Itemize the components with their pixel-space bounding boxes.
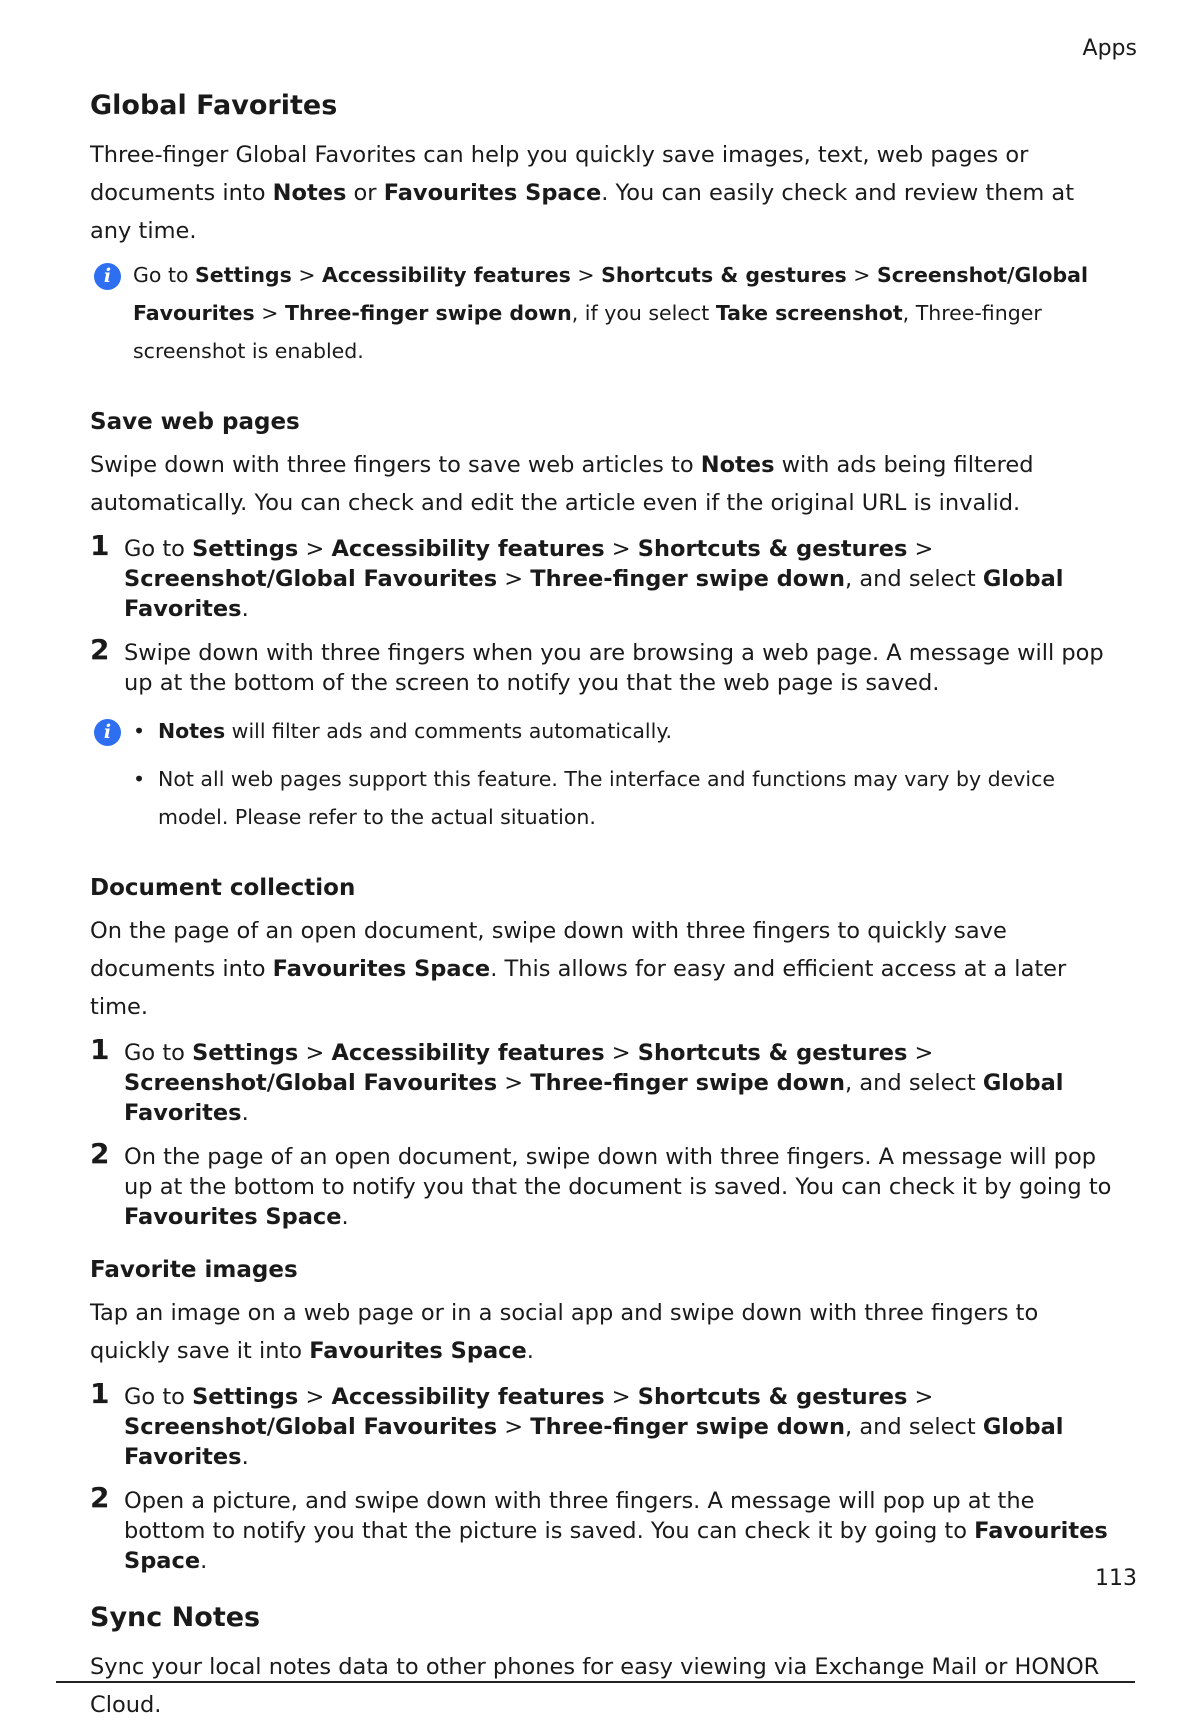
bold-term: Accessibility features	[331, 1384, 605, 1410]
text-run: .	[341, 1204, 349, 1230]
text-run: >	[497, 566, 531, 592]
document-collection-intro	[90, 912, 1120, 1026]
text-run: . You can easily check and review them at any time.	[90, 180, 1075, 244]
bold-term: Global Favorites	[124, 566, 1064, 622]
text-run: , and select	[845, 1414, 983, 1440]
global-favorites-intro	[90, 136, 1120, 250]
bold-term: Settings	[195, 263, 292, 287]
text-run: or	[346, 180, 384, 206]
text-run: >	[298, 1384, 332, 1410]
step-text	[124, 1144, 1111, 1230]
save-web-pages-note-list	[133, 712, 1120, 836]
text-run: >	[907, 536, 934, 562]
text-run: Swipe down with three fingers to save web articles to	[90, 452, 701, 478]
step-item	[90, 1137, 1120, 1232]
bold-term: Favourites Space	[124, 1518, 1108, 1574]
bold-term: Screenshot/Global Favourites	[124, 566, 498, 592]
step-number: 2	[90, 1481, 110, 1514]
bold-term: Shortcuts & gestures	[601, 263, 847, 287]
text-run: >	[291, 263, 323, 287]
text-run: >	[570, 263, 602, 287]
favorite-images-steps	[90, 1377, 1120, 1576]
text-run: >	[604, 1040, 638, 1066]
sync-notes-intro	[90, 1648, 1120, 1724]
bold-term: Screenshot/Global Favourites	[124, 1070, 498, 1096]
text-run: .	[241, 1100, 249, 1126]
text-run: , Three-finger screenshot is enabled.	[133, 301, 1042, 363]
page-header-label: Apps	[1082, 36, 1137, 61]
bold-term: Global Favorites	[124, 1414, 1064, 1470]
favorite-images-heading: Favorite images	[90, 1257, 298, 1283]
text-run: >	[298, 1040, 332, 1066]
text-run: Three-finger Global Favorites can help you quickly save images, text, web pages or documents into	[90, 142, 1029, 206]
step-number: 1	[90, 1033, 110, 1066]
global-favorites-heading: Global Favorites	[90, 90, 338, 121]
step-text	[124, 1488, 1108, 1574]
step-text	[124, 536, 1063, 622]
document-collection-heading: Document collection	[90, 875, 356, 901]
text-run: On the page of an open document, swipe down with three fingers to quickly save documents into	[90, 918, 1007, 982]
step-number: 2	[90, 633, 110, 666]
text-run: , and select	[845, 566, 983, 592]
step-text	[124, 1040, 1063, 1126]
text-run: >	[604, 1384, 638, 1410]
text-run: >	[846, 263, 877, 287]
bold-term: Notes	[158, 719, 226, 743]
bold-term: Favourites Space	[309, 1338, 527, 1364]
text-run: >	[497, 1070, 531, 1096]
text-run: .	[200, 1548, 208, 1574]
bold-term: Three-finger swipe down	[530, 1414, 846, 1440]
text-run: >	[298, 536, 332, 562]
step-number: 2	[90, 1137, 110, 1170]
text-run: >	[254, 301, 285, 325]
text-run: On the page of an open document, swipe down with three fingers. A message will pop up at the bottom to notify you that the document is saved. You can check it by going to	[124, 1144, 1112, 1200]
bold-term: Accessibility features	[331, 536, 605, 562]
save-web-pages-steps	[90, 529, 1120, 698]
bold-term: Settings	[192, 536, 299, 562]
favorite-images-intro	[90, 1294, 1120, 1370]
bold-term: Screenshot/Global Favourites	[124, 1414, 498, 1440]
info-icon: i	[94, 719, 121, 746]
text-run: Go to	[124, 1040, 193, 1066]
text-run: >	[907, 1040, 934, 1066]
text-run: >	[497, 1414, 531, 1440]
global-favorites-note-text	[133, 263, 1088, 363]
sync-notes-heading: Sync Notes	[90, 1602, 261, 1633]
text-run: .	[241, 1444, 249, 1470]
bold-term: Three-finger swipe down	[284, 301, 572, 325]
step-number: 1	[90, 529, 110, 562]
text-run: Go to	[133, 263, 196, 287]
bold-term: Take screenshot	[715, 301, 903, 325]
text-run: Swipe down with three fingers when you are browsing a web page. A message will pop up at the bottom of the screen to notify you that the web page is saved.	[124, 640, 1104, 696]
step-item	[90, 633, 1120, 698]
text-run: Not all web pages support this feature. The interface and functions may vary by device model. Please refer to the actual situation.	[158, 767, 1055, 829]
page-content	[90, 84, 1120, 1724]
bold-term: Global Favorites	[124, 1070, 1064, 1126]
step-text	[124, 640, 1104, 696]
step-item	[90, 529, 1120, 624]
text-run: >	[907, 1384, 934, 1410]
bold-term: Three-finger swipe down	[530, 1070, 846, 1096]
bold-term: Notes	[700, 452, 775, 478]
step-item	[90, 1033, 1120, 1128]
bold-term: Favourites Space	[272, 956, 491, 982]
bold-term: Settings	[192, 1040, 299, 1066]
text-run: , and select	[845, 1070, 983, 1096]
save-web-pages-intro	[90, 446, 1120, 522]
step-item	[90, 1377, 1120, 1472]
save-web-pages-note	[90, 712, 1120, 836]
text-run: Go to	[124, 536, 193, 562]
text-run: >	[604, 536, 638, 562]
bold-term: Three-finger swipe down	[530, 566, 846, 592]
global-favorites-note	[90, 256, 1120, 370]
step-item	[90, 1481, 1120, 1576]
bold-term: Accessibility features	[331, 1040, 605, 1066]
bold-term: Accessibility features	[322, 263, 571, 287]
text-run: Open a picture, and swipe down with three fingers. A message will pop up at the bottom to notify you that the picture is saved. You can check it by going to	[124, 1488, 1035, 1544]
bold-term: Screenshot/Global Favourites	[133, 263, 1089, 325]
step-text	[124, 1384, 1063, 1470]
save-web-pages-heading: Save web pages	[90, 409, 300, 435]
text-run: with ads being filtered automatically. You can check and edit the article even if the original URL is invalid.	[90, 452, 1034, 516]
text-run: Tap an image on a web page or in a social app and swipe down with three fingers to quickly save it into	[90, 1300, 1039, 1364]
page-number: 113	[1095, 1566, 1137, 1591]
text-run: will filter ads and comments automatically.	[225, 719, 673, 743]
bold-term: Shortcuts & gestures	[637, 536, 908, 562]
document-collection-steps	[90, 1033, 1120, 1232]
text-run: , if you select	[571, 301, 716, 325]
footer-divider	[56, 1681, 1135, 1683]
bold-term: Shortcuts & gestures	[637, 1384, 908, 1410]
text-run: .	[241, 596, 249, 622]
text-run: Go to	[124, 1384, 193, 1410]
step-number: 1	[90, 1377, 110, 1410]
bold-term: Shortcuts & gestures	[637, 1040, 908, 1066]
text-run: .	[526, 1338, 534, 1364]
text-run: Sync your local notes data to other phones for easy viewing via Exchange Mail or HONOR Cloud.	[90, 1654, 1100, 1718]
bold-term: Settings	[192, 1384, 299, 1410]
text-run: . This allows for easy and efficient access at a later time.	[90, 956, 1067, 1020]
bold-term: Favourites Space	[124, 1204, 342, 1230]
note-bullet	[133, 760, 1120, 836]
bold-term: Notes	[272, 180, 347, 206]
info-icon: i	[94, 263, 121, 290]
note-bullet	[133, 712, 1120, 750]
bold-term: Favourites Space	[383, 180, 602, 206]
